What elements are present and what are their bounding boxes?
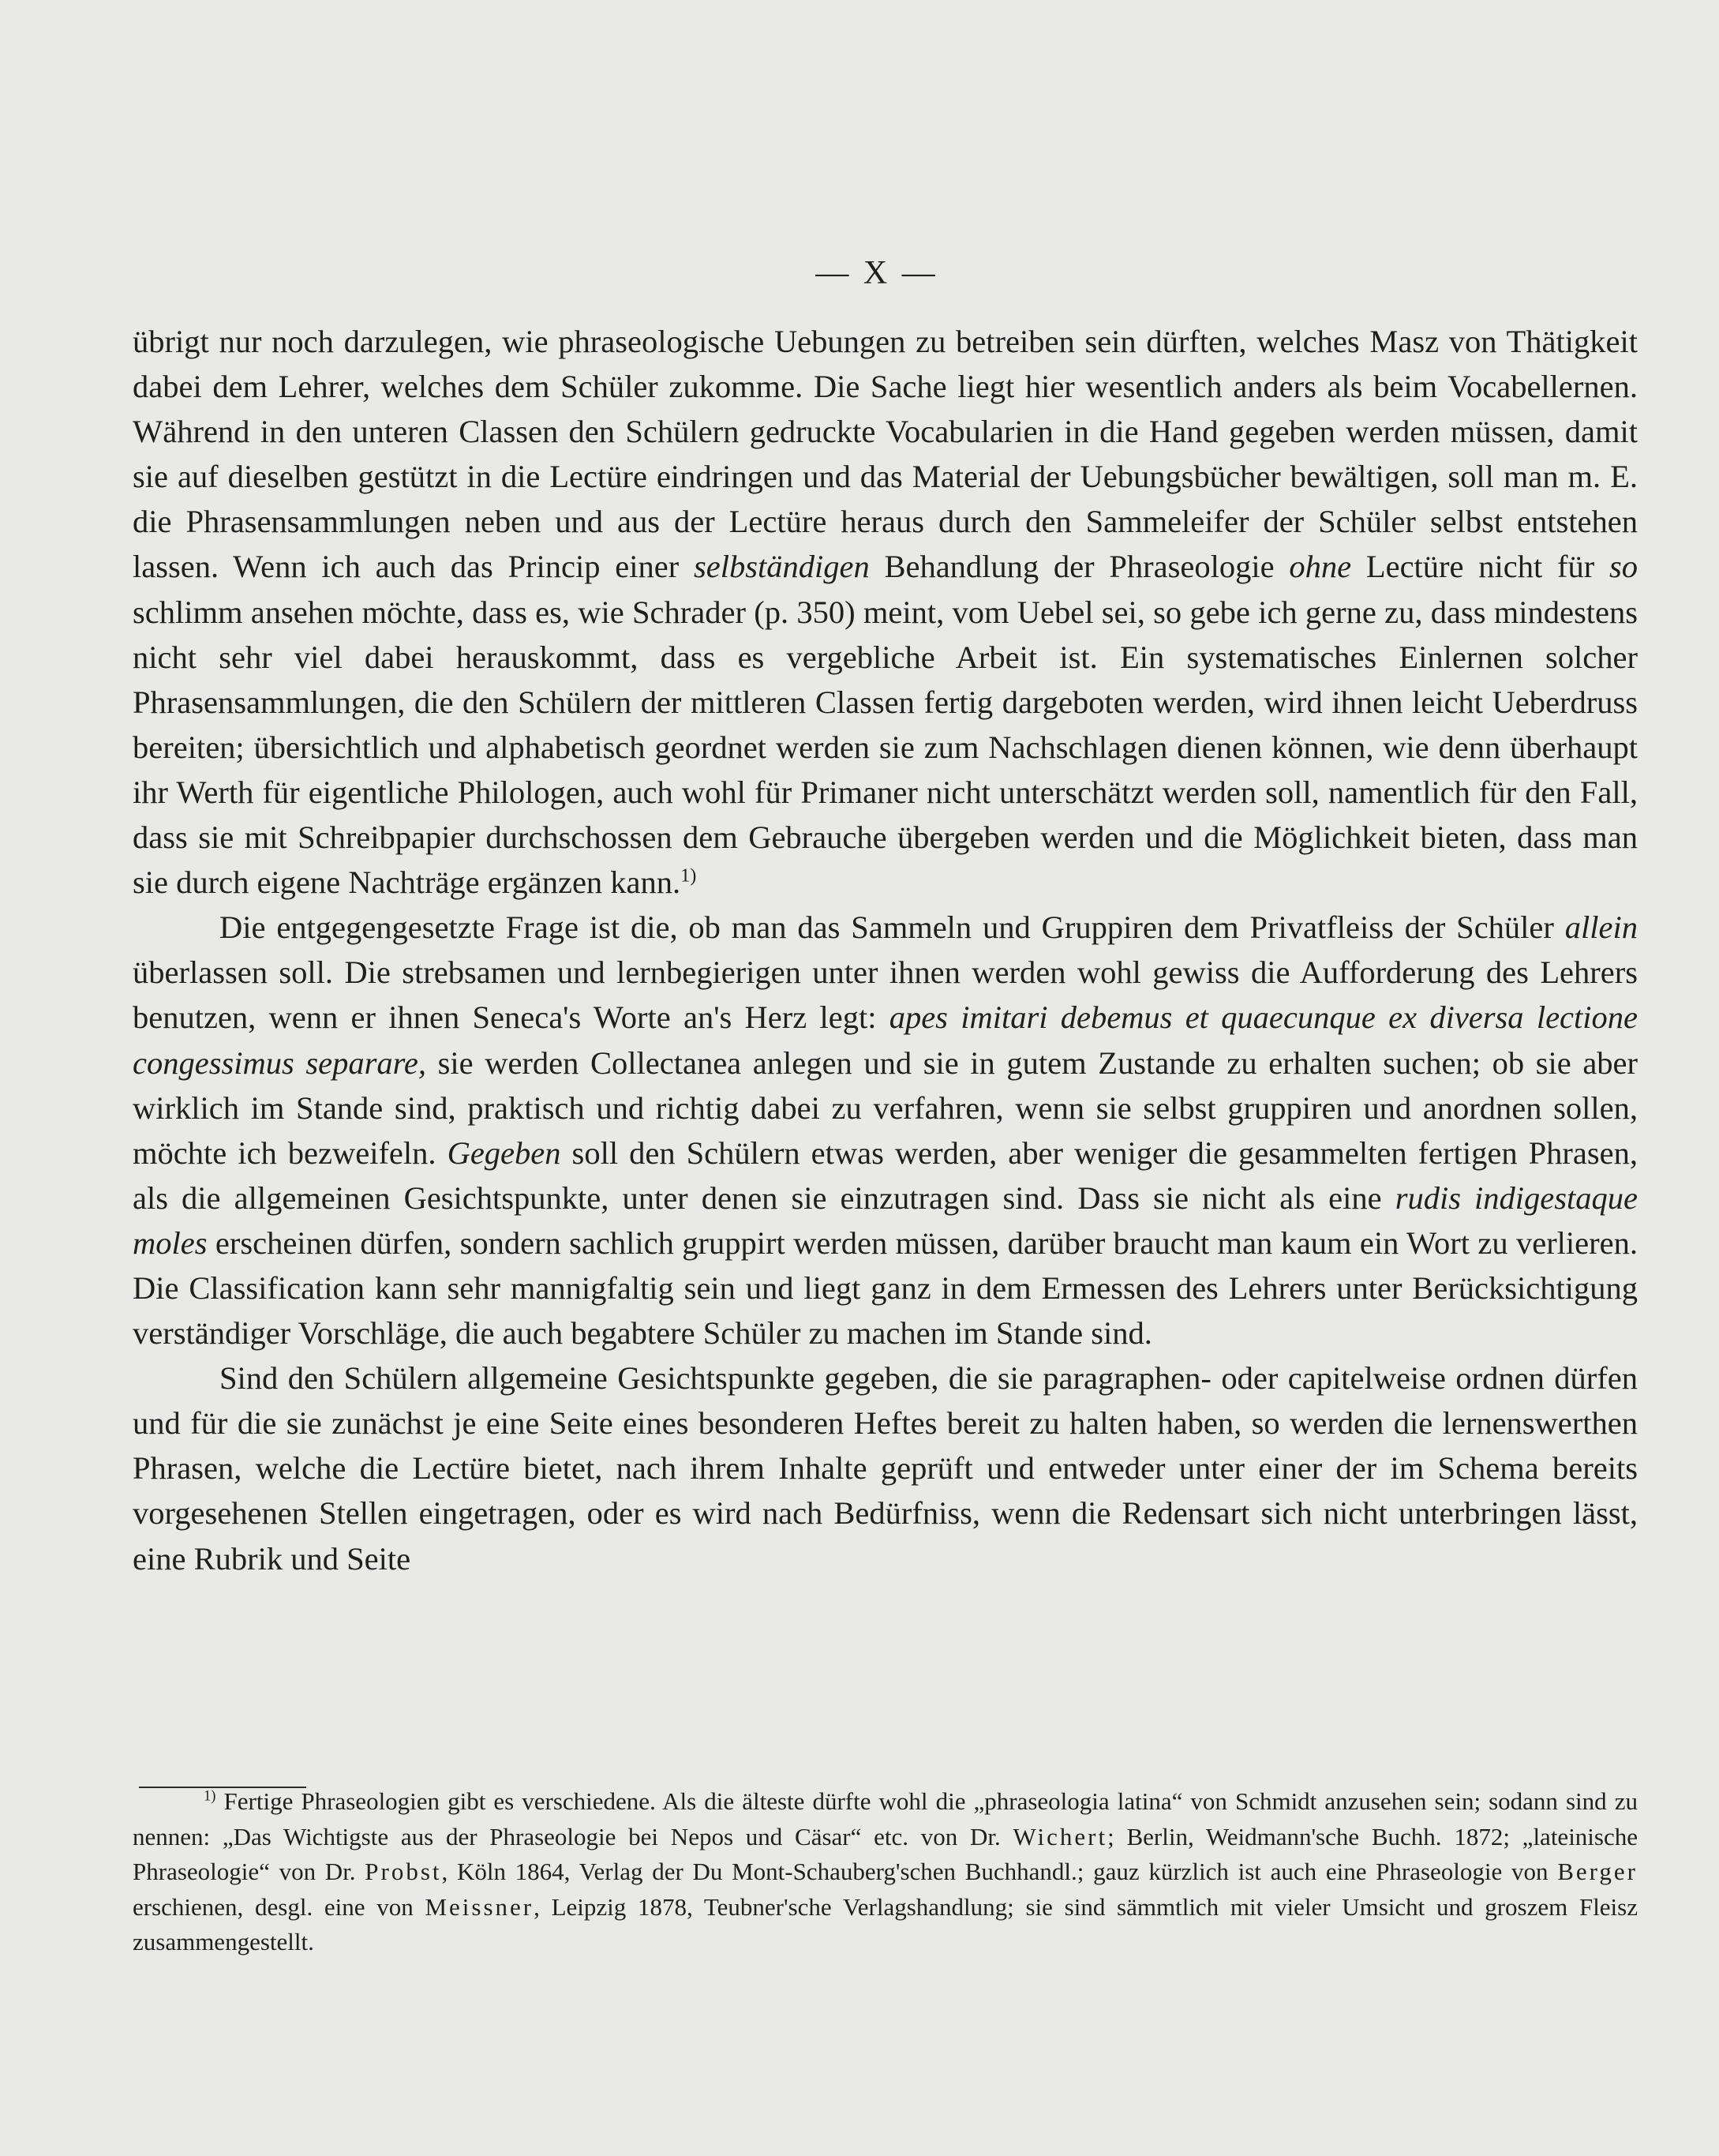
footnotes <box>133 1784 1638 1960</box>
page-number: — X — <box>815 255 938 291</box>
footnote-marker: 1) <box>680 864 697 887</box>
spaced-name: Probst <box>365 1858 442 1885</box>
spaced-name: Meissner <box>425 1892 534 1921</box>
text-run: erscheinen dürfen, sondern sachlich gruppirt werden müssen, darüber braucht man kaum ein Wort zu verlieren. Die Classification kann sehr mannigfaltig sein und liegt ganz in dem Ermessen des Lehrers unter Berücksichtigung verständiger Vorschläge, die auch begabtere Schüler zu machen im Stande sind. <box>133 1224 1638 1352</box>
text-run: soll den Schülern etwas werden, aber weniger die gesammelten fertigen Phrasen, als die allgemeinen Gesichtspunkte, unter denen sie einzutragen sind. Dass sie nicht als eine <box>133 1134 1638 1216</box>
text-run: ; Berlin, Weidmann'sche Buchh. 1872; „lateinische Phraseologie“ von Dr. <box>133 1822 1638 1885</box>
text-run: sie werden Collectanea anlegen und sie in gutem Zustande zu erhalten suchen; ob sie aber wirklich im Stande sind, praktisch und richtig dabei zu verfahren, wenn sie selbst gruppiren und anordnen sollen, möchte ich bezweifeln. <box>133 1044 1638 1171</box>
body-text <box>133 319 1638 1581</box>
text-run: Lectüre nicht für <box>1351 549 1609 585</box>
text-run: überlassen soll. Die strebsamen und lernbegierigen unter ihnen werden wohl gewiss die Aufforderung des Lehrers benutzen, wenn er ihnen Seneca's Worte an's Herz legt: <box>133 954 1638 1036</box>
text-run: Behandlung der Phraseologie <box>869 549 1290 585</box>
footnote <box>133 1784 1638 1960</box>
italic-text: apes imitari debemus et quaecunque ex diversa lectione congessimus separare, <box>133 999 1638 1081</box>
text-run: , Köln 1864, Verlag der Du Mont-Schauberg'schen Buchhandl.; gauz kürzlich ist auch eine Phraseologie von <box>441 1858 1558 1885</box>
italic-text: Gegeben <box>447 1134 561 1171</box>
footnote-marker: 1) <box>204 1787 216 1805</box>
text-run: schlimm ansehen möchte, dass es, wie Schrader (p. 350) meint, vom Uebel sei, so gebe ich gerne zu, dass mindestens nicht sehr viel dabei herauskommt, dass es vergebliche Arbeit ist. Ein systematisches Einlernen solcher Phrasensammlungen, die den Schülern der mittleren Classen fertig dargeboten werden, wird ihnen leicht Ueberdruss bereiten; übersichtlich und alphabetisch geordnet werden sie zum Nachschlagen dienen können, wie denn überhaupt ihr Werth für eigentliche Philologen, auch wohl für Primaner nicht unterschätzt werden soll, namentlich für den Fall, dass sie mit Schreibpapier durchschossen dem Gebrauche übergeben werden und die Möglichkeit bieten, dass man sie durch eigene Nachträge ergänzen kann. <box>133 594 1638 901</box>
italic-text: ohne <box>1289 549 1352 585</box>
spaced-name: Berger <box>1557 1858 1638 1885</box>
spaced-name: Wichert <box>1013 1822 1108 1850</box>
italic-text: so <box>1609 549 1638 585</box>
paragraph <box>133 905 1638 1355</box>
italic-text: allein <box>1564 909 1638 946</box>
text-run: Die entgegengesetzte Frage ist die, ob man das Sammeln und Gruppiren dem Privatfleiss der Schüler <box>219 909 1565 946</box>
paragraph <box>133 1355 1638 1580</box>
italic-text: selbständigen <box>693 549 870 585</box>
italic-text: rudis indigestaque moles <box>133 1179 1638 1261</box>
paragraph <box>133 319 1638 905</box>
text-run: erschienen, desgl. eine von <box>133 1892 425 1921</box>
text-run: Sind den Schülern allgemeine Gesichtspunkte gegeben, die sie paragraphen- oder capitelweise ordnen dürfen und für die sie zunächst je eine Seite eines besonderen Heftes bereit zu halten haben, so werden die lernenswerthen Phrasen, welche die Lectüre bietet, nach ihrem Inhalte geprüft und entweder unter einer der im Schema bereits vorgesehenen Stellen eingetragen, oder es wird nach Bedürfniss, wenn die Redensart sich nicht unterbringen lässt, eine Rubrik und Seite <box>133 1360 1638 1577</box>
text-run: , Leipzig 1878, Teubner'sche Verlagshandlung; sie sind sämmtlich mit vieler Umsicht und groszem Fleisz zusammengestellt. <box>133 1892 1638 1955</box>
text-run: übrigt nur noch darzulegen, wie phraseologische Uebungen zu betreiben sein dürften, welches Masz von Thätigkeit dabei dem Lehrer, welches dem Schüler zukomme. Die Sache liegt hier wesentlich anders als beim Vocabellernen. Während in den unteren Classen den Schülern gedruckte Vocabularien in die Hand gegeben werden müssen, damit sie auf dieselben gestützt in die Lectüre eindringen und das Material der Uebungsbücher bewältigen, soll man m. E. die Phrasensammlungen neben und aus der Lectüre heraus durch den Sammeleifer der Schüler selbst entstehen lassen. Wenn ich auch das Princip einer <box>133 324 1638 585</box>
text-run: Fertige Phraseologien gibt es verschiedene. Als die älteste dürfte wohl die „phraseologia latina“ von Schmidt anzusehen sein; sodann sind zu nennen: „Das Wichtigste aus der Phraseologie bei Nepos und Cäsar“ etc. von Dr. <box>133 1787 1638 1850</box>
